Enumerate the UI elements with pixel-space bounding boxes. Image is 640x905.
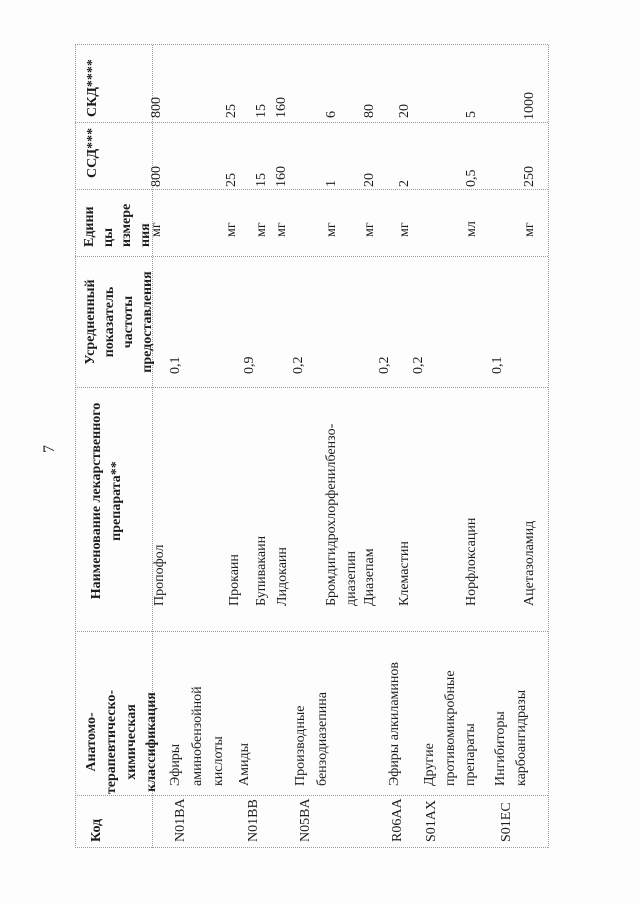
ssd-value: 800 [149, 166, 164, 187]
column-divider [75, 189, 548, 190]
header-atc-line: химическая [124, 704, 139, 780]
atc-line: Эфиры [168, 743, 183, 786]
ssd-value: 1 [324, 180, 339, 187]
header-frequency-line: частоты [121, 295, 136, 349]
frequency-value: 0,2 [377, 356, 392, 374]
skd-value: 20 [397, 104, 412, 118]
table-border-right [75, 44, 548, 45]
header-skd: СКД**** [85, 59, 100, 117]
skd-value: 160 [274, 97, 289, 118]
header-frequency-line: показатель [102, 286, 117, 358]
page-number: 7 [41, 445, 58, 453]
drug-name: Лидокаин [275, 547, 290, 606]
ssd-value: 250 [522, 166, 537, 187]
header-drug-name-line: Наименование лекарственного [89, 402, 104, 600]
ssd-value: 2 [397, 180, 412, 187]
frequency-value: 0,1 [168, 356, 183, 374]
drug-name-line: диазепин [344, 550, 359, 606]
column-divider [75, 631, 548, 632]
atc-code: S01EC [499, 802, 514, 842]
atc-classification [420, 670, 482, 786]
skd-value: 5 [464, 111, 479, 118]
drug-name-line: Бромдигидрохлорфенилбензо- [324, 423, 339, 606]
skd-value: 1000 [522, 92, 537, 120]
header-units-line: ния [137, 223, 153, 247]
header-units-line: Едини [82, 206, 97, 247]
column-divider [75, 387, 548, 388]
atc-line: препараты [463, 723, 478, 786]
table-border-bottom [548, 45, 549, 848]
drug-name [322, 424, 362, 606]
atc-classification [385, 662, 405, 786]
unit-value: мг [397, 222, 412, 237]
ssd-value: 0,5 [464, 169, 479, 187]
header-ssd: ССД*** [85, 127, 100, 178]
header-frequency-line: предоставления [140, 271, 155, 373]
frequency-value: 0,9 [242, 356, 257, 374]
unit-value: мг [254, 222, 269, 237]
atc-line: Другие [422, 743, 437, 786]
atc-code: N05BA [298, 798, 313, 842]
header-units-line: цы [100, 228, 116, 247]
table-border-top [75, 45, 76, 848]
unit-value: мл [464, 221, 479, 237]
frequency-value: 0,2 [411, 356, 426, 374]
column-divider [75, 122, 548, 123]
unit-value: мг [224, 222, 239, 237]
atc-classification [235, 743, 255, 786]
atc-code: N01BB [246, 799, 261, 842]
header-units [81, 204, 155, 247]
atc-line: карбоангидразы [514, 689, 529, 786]
drug-name: Диазепам [362, 548, 377, 606]
atc-code: S01AX [424, 799, 439, 842]
skd-value: 6 [324, 111, 339, 118]
atc-line: противомикробные [442, 670, 458, 786]
atc-classification [290, 692, 333, 786]
unit-value: мг [149, 222, 164, 237]
header-frequency [81, 262, 157, 382]
frequency-value: 0,1 [490, 356, 505, 374]
drug-name: Бупивакаин [254, 535, 269, 606]
skd-value: 25 [224, 104, 239, 118]
header-units-line: измере [119, 203, 134, 247]
rotated-table [30, 30, 590, 860]
unit-value: мг [522, 222, 537, 237]
skd-value: 800 [149, 97, 164, 118]
atc-classification [490, 690, 532, 786]
skd-value: 15 [254, 104, 269, 118]
drug-name: Клемастин [397, 541, 412, 606]
ssd-value: 15 [254, 173, 269, 187]
header-drug-name-line: препарата** [109, 461, 124, 541]
unit-value: мг [362, 222, 377, 237]
drug-name: Ацетазоламид [522, 520, 537, 606]
header-atc-line: терапевтическо- [104, 689, 119, 795]
atc-classification [165, 686, 230, 786]
header-code: Код [89, 818, 104, 842]
atc-line: Амиды [237, 743, 252, 786]
atc-line: аминобензойной [189, 686, 205, 786]
drug-name: Норфлоксацин [464, 517, 479, 606]
ssd-value: 20 [362, 173, 377, 187]
atc-code: R06AA [390, 798, 405, 842]
atc-line: Производные [293, 705, 308, 786]
atc-line: бензодиазепина [314, 692, 330, 786]
header-drug-name [87, 381, 127, 621]
atc-line: Ингибиторы [493, 711, 508, 786]
drug-name: Пропофол [152, 544, 167, 606]
header-atc-line: Анатомо- [84, 712, 99, 772]
frequency-value: 0,2 [291, 356, 306, 374]
unit-value: мг [274, 222, 289, 237]
atc-line: кислоты [211, 736, 226, 786]
skd-value: 80 [362, 104, 377, 118]
ssd-value: 160 [274, 166, 289, 187]
atc-code: N01BA [173, 798, 188, 842]
header-atc-line: классификация [144, 692, 159, 792]
column-divider [75, 256, 548, 257]
ssd-value: 25 [224, 173, 239, 187]
header-atc [82, 684, 162, 800]
header-frequency-line: Усредненный [83, 279, 98, 365]
table-border-left [75, 847, 548, 848]
atc-line: Эфиры алкиламинов [387, 662, 402, 786]
drug-name: Прокаин [227, 554, 242, 606]
unit-value: мг [324, 222, 339, 237]
